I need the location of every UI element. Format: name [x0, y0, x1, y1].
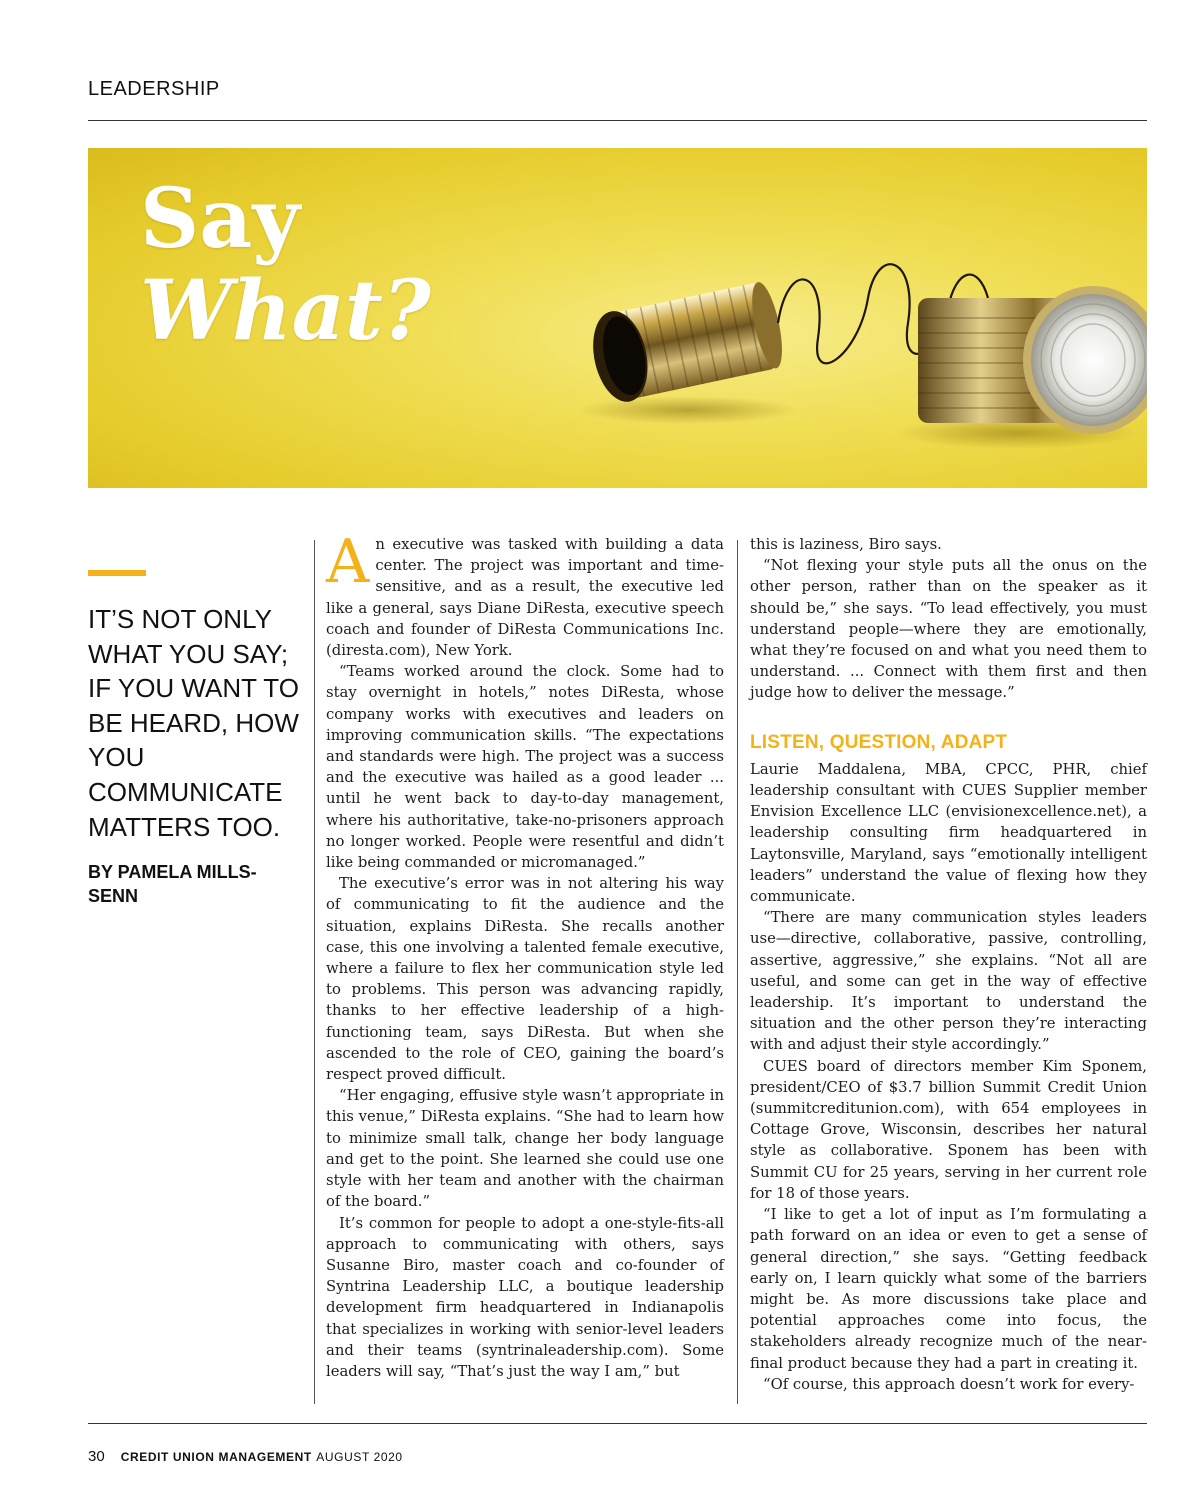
page-number: 30	[88, 1448, 105, 1465]
paragraph: “Of course, this approach doesn’t work for every-	[763, 1375, 1135, 1393]
paragraph-text: n executive was tasked with building a data center. The project was important and time-sensitive, and as a result, the executive led like a general, says Diane DiResta, executive speech coach and founder of DiResta Communications Inc. (diresta.com), New York.	[326, 536, 724, 660]
article-column-2	[750, 534, 1147, 1395]
drop-cap: A	[326, 527, 370, 597]
paragraph: this is laziness, Biro says.	[750, 536, 942, 553]
paragraph: “Her engaging, effusive style wasn’t appropriate in this venue,” DiResta explains. “She had to learn how to minimize small talk, change her body language and get to the point. She learned she could use one style with her team and another with the chairman of the board.”	[326, 1087, 724, 1211]
publication-name: CREDIT UNION MANAGEMENT	[120, 1450, 312, 1464]
title-line-1: Say	[140, 171, 300, 267]
section-label: LEADERSHIP	[88, 78, 220, 100]
pullquote-accent-bar	[88, 570, 146, 576]
column-divider-middle	[737, 540, 738, 1404]
article-title	[140, 171, 431, 359]
paragraph: “I like to get a lot of input as I’m formulating a path forward on an idea or even to get a sense of general direction,” she says. “Getting feedback early on, I learn quickly what some of the barriers might be. As more discussions take place and potential approaches come into focus, the stakeholders already recognize much of the near-final product because they had a part in creating it.	[750, 1206, 1147, 1372]
paragraph: “There are many communication styles leaders use—directive, collaborative, passive, controlling, assertive, aggressive,” she explains. “Not all are useful, and some can get in the way of effective leadership. It’s important to understand the situation and the other person they’re interacting with and adjust their style accordingly.”	[750, 909, 1147, 1054]
footer-publication-line	[121, 1448, 403, 1466]
byline: BY PAMELA MILLS-SENN	[88, 862, 257, 906]
paragraph: “Teams worked around the clock. Some had to stay overnight in hotels,” notes DiResta, whose company works with executives and leaders on improving communication skills. “The expectations and standards were high. The project was a success and the executive was hailed as a good leader ... until he went back to day-to-day management, where his authoritative, take-no-prisoners approach no longer worked. People were resentful and didn’t like being commanded or micromanaged.”	[326, 663, 724, 872]
column-divider-left	[314, 540, 315, 1404]
paragraph: CUES board of directors member Kim Sponem, president/CEO of $3.7 billion Summit Credit Union (summitcreditunion.com), with 654 employees in Cottage Grove, Wisconsin, describes her natural style as collaborative. Sponem has been with Summit CU for 25 years, serving in her current role for 18 of those years.	[750, 1057, 1147, 1202]
page-footer	[88, 1448, 403, 1466]
issue-date: AUGUST 2020	[316, 1450, 403, 1464]
subheading: LISTEN, QUESTION, ADAPT	[750, 731, 1008, 753]
pullquote: IT’S NOT ONLY WHAT YOU SAY; IF YOU WANT TO BE HEARD, HOW YOU COMMUNICATE MATTERS TOO.	[88, 604, 299, 842]
paragraph: It’s common for people to adopt a one-style-fits-all approach to communicating with others, says Susanne Biro, master coach and co-founder of Syntrina Leadership LLC, a boutique leadership development firm headquartered in Indianapolis that specializes in working with senior-level leaders and their teams (syntrinaleadership.com). Some leaders will say, “That’s just the way I am,” but	[326, 1214, 724, 1380]
footer-rule	[88, 1423, 1147, 1424]
header-rule	[88, 120, 1147, 121]
hero-image	[88, 148, 1147, 488]
title-line-2: What?	[140, 263, 431, 359]
article-column-1	[326, 527, 724, 1382]
paragraph: The executive’s error was in not altering his way of communicating to fit the audience and the situation, explains DiResta. She recalls another case, this one involving a talented female executive, where a failure to flex her communication style led to problems. This person was advancing rapidly, thanks to her effective leadership of a high-functioning team, says DiResta. But when she ascended to the role of CEO, gaining the board’s respect proved difficult.	[326, 875, 724, 1084]
paragraph: Laurie Maddalena, MBA, CPCC, PHR, chief leadership consultant with CUES Supplier member Envision Excellence LLC (envisionexcellence.net), a leadership consulting firm headquartered in Laytonsville, Maryland, says “emotionally intelligent leaders” understand the value of flexing how they communicate.	[750, 760, 1147, 906]
paragraph	[326, 527, 724, 661]
paragraph: “Not flexing your style puts all the onus on the other person, rather than on the speaker as it should be,” she says. “To lead effectively, you must understand people—where they are emotionally, what they’re focused on and what you need them to understand. ... Connect with them first and then judge how to deliver the message.”	[750, 557, 1147, 702]
